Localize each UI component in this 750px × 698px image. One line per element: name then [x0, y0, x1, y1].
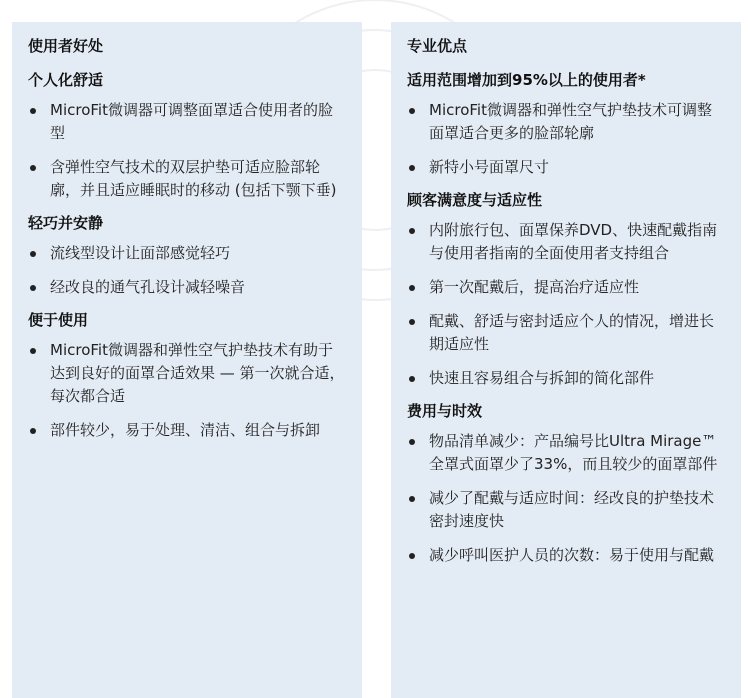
list-item: 配戴、舒适与密封适应个人的情况，增进长期适应性: [407, 310, 725, 356]
list-item: MicroFit微调器和弹性空气护垫技术可调整面罩适合更多的脸部轮廓: [407, 99, 725, 145]
section-satisfaction-adherence: [407, 190, 725, 390]
section-ease-of-use: [28, 310, 346, 442]
section-wider-fit-range: [407, 70, 725, 179]
bullet-icon: [409, 439, 415, 445]
bullet-icon: [409, 108, 415, 114]
user-benefits-panel: [12, 22, 362, 698]
list-item: 物品清单减少：产品编号比Ultra Mirage™全罩式面罩少了33%，而且较少的面罩部件: [407, 430, 725, 476]
bullet-icon: [409, 228, 415, 234]
bullet-icon: [409, 553, 415, 559]
section-personal-comfort: [28, 70, 346, 202]
list-item: 部件较少，易于处理、清洁、组合与拆卸: [28, 419, 346, 442]
bullet-icon: [30, 108, 36, 114]
section-heading: 便于使用: [28, 311, 89, 329]
bullet-icon: [409, 376, 415, 382]
section-heading: 顾客满意度与适应性: [407, 191, 543, 209]
list-item: 内附旅行包、面罩保养DVD、快速配戴指南与使用者指南的全面使用者支持组合: [407, 219, 725, 265]
section-heading: 个人化舒适: [28, 71, 104, 89]
bullet-icon: [409, 165, 415, 171]
list-item: 经改良的通气孔设计减轻噪音: [28, 276, 346, 299]
bullet-icon: [409, 319, 415, 325]
section-cost-efficiency: [407, 401, 725, 567]
list-item: MicroFit微调器和弹性空气护垫技术有助于达到良好的面罩合适效果 — 第一次就合适，每次都合适: [28, 339, 346, 408]
professional-benefits-panel: [391, 22, 741, 698]
list-item: 减少呼叫医护人员的次数：易于使用与配戴: [407, 544, 725, 567]
bullet-icon: [30, 285, 36, 291]
list-item: MicroFit微调器可调整面罩适合使用者的脸型: [28, 99, 346, 145]
bullet-icon: [409, 496, 415, 502]
bullet-icon: [30, 428, 36, 434]
bullet-icon: [30, 251, 36, 257]
panel-title: 使用者好处: [28, 37, 104, 55]
panel-title: 专业优点: [407, 37, 468, 55]
section-heading: 轻巧并安静: [28, 214, 104, 232]
list-item: 流线型设计让面部感觉轻巧: [28, 242, 346, 265]
list-item: 第一次配戴后，提高治疗适应性: [407, 276, 725, 299]
section-heading: 费用与时效: [407, 402, 483, 420]
list-item: 含弹性空气技术的双层护垫可适应脸部轮廓，并且适应睡眠时的移动 (包括下颚下垂): [28, 156, 346, 202]
section-heading: 适用范围增加到95%以上的使用者*: [407, 71, 646, 89]
list-item: 新特小号面罩尺寸: [407, 156, 725, 179]
bullet-icon: [30, 348, 36, 354]
bullet-icon: [409, 285, 415, 291]
section-light-quiet: [28, 213, 346, 299]
list-item: 减少了配戴与适应时间：经改良的护垫技术密封速度快: [407, 487, 725, 533]
bullet-icon: [30, 165, 36, 171]
list-item: 快速且容易组合与拆卸的简化部件: [407, 367, 725, 390]
